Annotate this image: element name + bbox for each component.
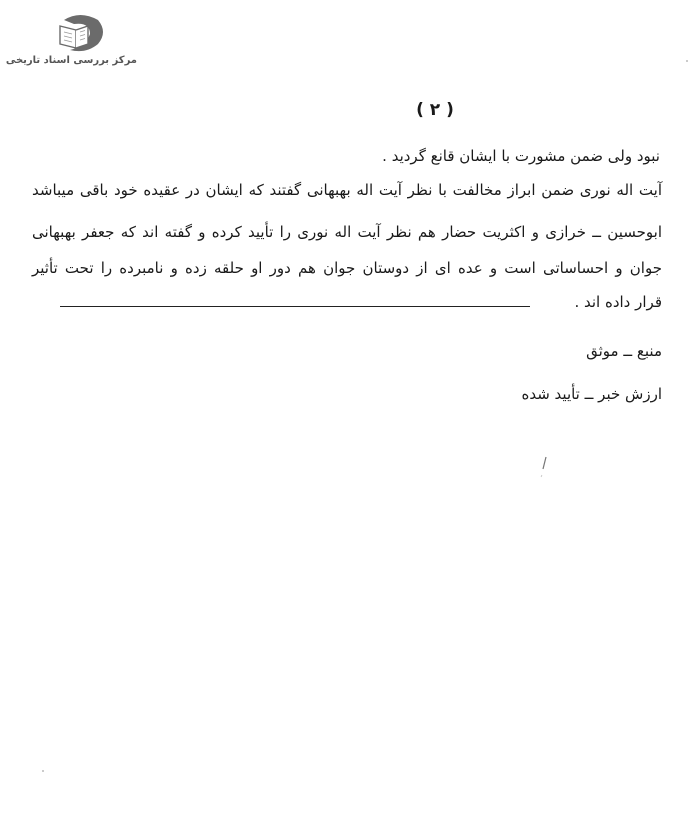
- archive-logo-icon: [50, 14, 106, 56]
- archive-logo-caption: مرکز بررسی اسناد تاریخی: [5, 55, 137, 66]
- scan-speck: [42, 770, 44, 772]
- document-line-4: جوان و احساساتی است و عده ای از دوستان جوان هم دور او حلقه زده و نامبرده را تحت تأثیر: [32, 259, 662, 277]
- document-line-3: ابوحسین ــ خرازی و اکثریت حضار هم نظر آیت اله نوری را تأیید کرده و گفته اند که جعفر بهبهانی: [32, 223, 662, 241]
- page-number: ( ۲ ): [416, 100, 454, 120]
- document-line-5: قرار داده اند .: [574, 293, 662, 311]
- closing-rule: [60, 306, 530, 307]
- source-line: منبع ــ موثق: [586, 342, 662, 360]
- pen-mark: [530, 455, 560, 485]
- document-line-2: آیت اله نوری ضمن ابراز مخالفت با نظر آیت اله بهبهانی گفتند که ایشان در عقیده خود باقی میباشد: [32, 181, 662, 199]
- scan-speck: [686, 60, 688, 62]
- document-line-1: نبود ولی ضمن مشورت با ایشان قانع گردید .: [382, 147, 660, 165]
- news-value-line: ارزش خبر ــ تأیید شده: [521, 385, 662, 403]
